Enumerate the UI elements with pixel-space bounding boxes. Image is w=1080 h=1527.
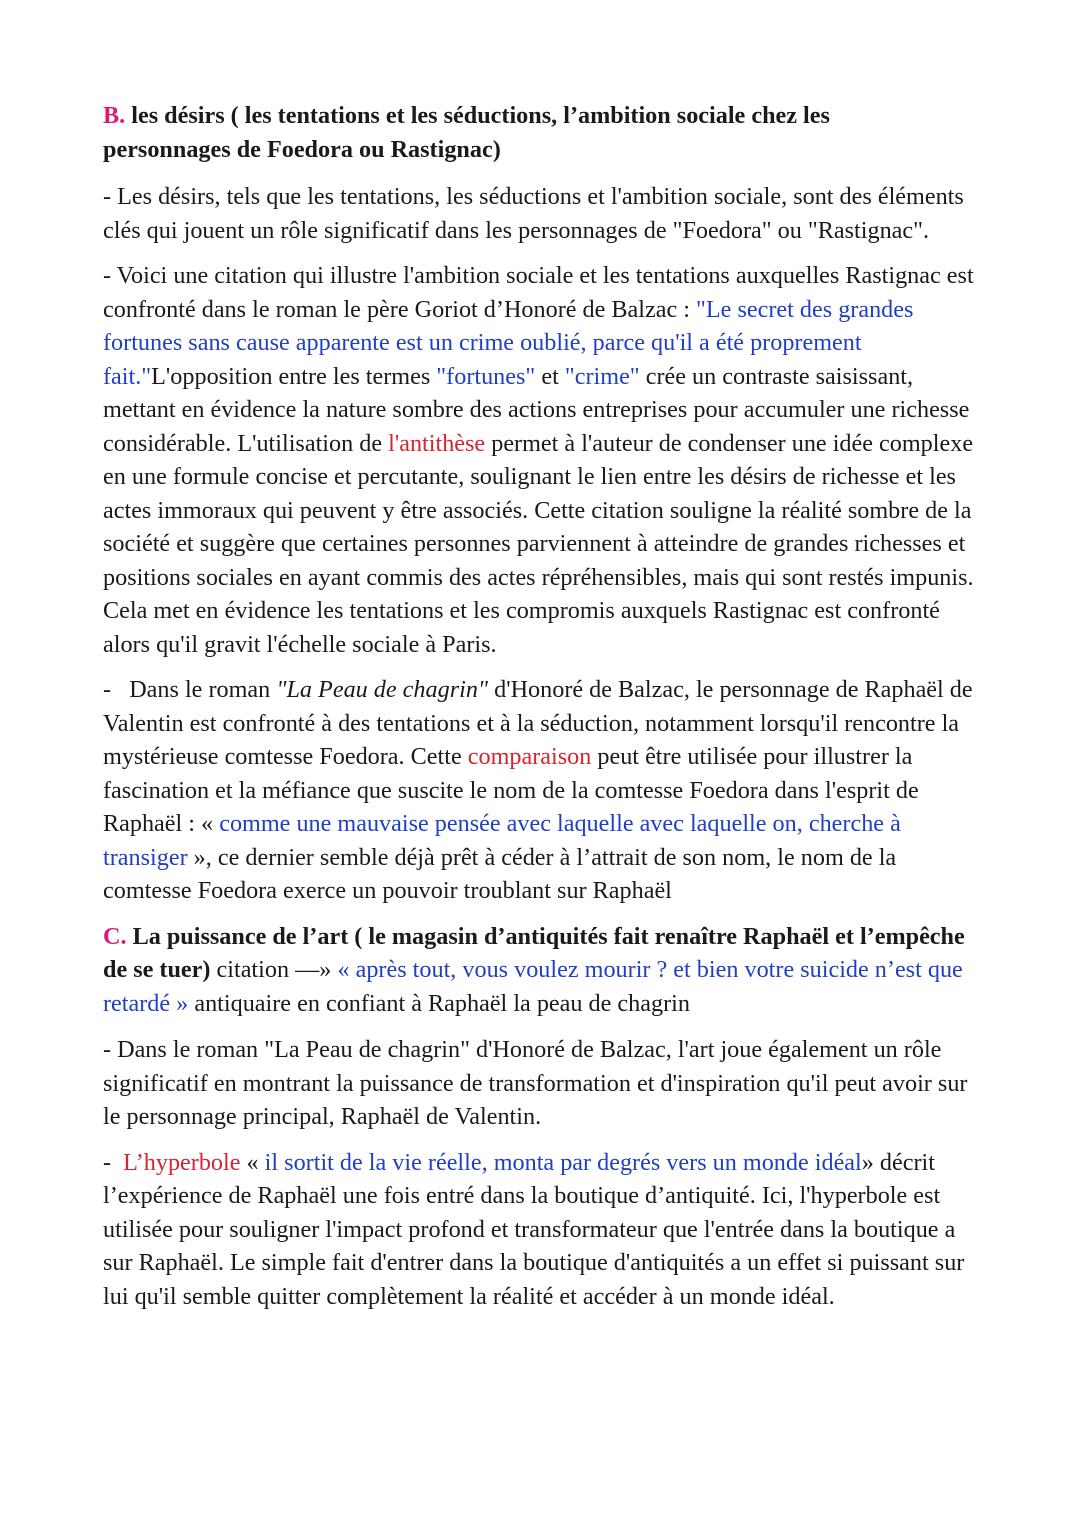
section-b-heading (103, 99, 980, 166)
section-c-arrow: —» (295, 956, 332, 983)
paragraph-art-role: - Dans le roman "La Peau de chagrin" d'Honoré de Balzac, l'art joue également un rôle significatif en montrant la puissance de transformation et d'inspiration qu'il peut avoir sur le personnage principal, Raphaël de Valentin. (103, 1036, 968, 1130)
term-fortunes: "fortunes" (436, 362, 536, 390)
section-c-title: La puissance de l’art ( le magasin d’antiquités fait renaître Raphaël et l’empêche de se tuer) (103, 922, 965, 983)
para2-intro: - Voici une citation qui illustre l'ambition sociale et les tentations auxquelles Rastignac est confronté dans le roman le père Goriot d’Honoré de Balzac : (103, 262, 974, 323)
antiquaire-quote: « après tout, vous voulez mourir ? et bien votre suicide n’est que retardé » (103, 956, 963, 1017)
para5-open: « (240, 1148, 265, 1176)
para2-mid2: et (535, 362, 565, 390)
paragraph-desires-intro: - Les désirs, tels que les tentations, les séductions et l'ambition sociale, sont des éléments clés qui jouent un rôle significatif dans les personnages de "Foedora" ou "Rastignac". (103, 183, 964, 244)
section-c-rest: antiquaire en confiant à Raphaël la peau de chagrin (188, 989, 690, 1017)
section-b-letter: B. (103, 102, 126, 129)
figure-antithese: l'antithèse (388, 429, 486, 457)
section-c-heading (103, 920, 980, 1021)
para3-lead: Dans le roman (129, 676, 277, 703)
hyperbole-quote: il sortit de la vie réelle, monta par degrés vers un monde idéal (264, 1148, 862, 1176)
paragraph-rastignac-quote (103, 259, 980, 661)
book-title: "La Peau de chagrin" (276, 676, 489, 703)
para2-mid1: L'opposition entre les termes (151, 362, 437, 390)
para5-dash: - (103, 1148, 118, 1176)
goriot-quote: "Le secret des grandes fortunes sans cause apparente est un crime oublié, parce qu'il a été proprement fait." (103, 295, 914, 390)
para2-mid3: crée un contraste saisissant, mettant en évidence la nature sombre des actions entreprises pour accumuler une richesse considérable. L'utilisation de (103, 362, 970, 457)
section-c-cite-label: citation (210, 956, 296, 983)
figure-comparaison: comparaison (467, 743, 592, 770)
paragraph-hyperbole (103, 1146, 980, 1314)
para2-rest: permet à l'auteur de condenser une idée complexe en une formule concise et percutante, soulignant le lien entre les désirs de richesse et les actes immoraux qui peuvent y être associés. Cette citation souligne la réalité sombre de la société et suggère que certaines personnes parviennent à atteindre de grandes richesses et positions sociales en ayant commis des actes répréhensibles, mais qui sont restés impunis. Cela met en évidence les tentations et les compromis auxquels Rastignac est confronté alors qu'il gravit l'échelle sociale à Paris. (103, 429, 974, 658)
foedora-quote: comme une mauvaise pensée avec laquelle avec laquelle on, cherche à transiger (103, 810, 901, 871)
paragraph-foedora-comparison (103, 673, 980, 908)
term-crime: "crime" (564, 362, 640, 390)
para5-rest: » décrit l’expérience de Raphaël une fois entré dans la boutique d’antiquité. Ici, l'hyperbole est utilisée pour souligner l'impact profond et transformateur que l'entrée dans la boutique a sur Raphaël. Le simple fait d'entrer dans la boutique d'antiquités a un effet si puissant sur lui qu'il semble quitter complètement la réalité et accéder à un monde idéal. (103, 1148, 965, 1310)
para3-rest: », ce dernier semble déjà prêt à céder à l’attrait de son nom, le nom de la comtesse Foedora exerce un pouvoir troublant sur Raphaël (103, 843, 897, 904)
para3-mid2: peut être utilisée pour illustrer la fascination et la méfiance que suscite le nom de la comtesse Foedora dans l'esprit de Raphaël : « (103, 743, 919, 837)
figure-hyperbole: L’hyperbole (123, 1148, 241, 1176)
para3-dash: - (103, 676, 118, 703)
section-c-letter: C. (103, 922, 127, 950)
section-b-title-line2: personnages de Foedora ou Rastignac) (103, 135, 501, 163)
para3-mid1: d'Honoré de Balzac, le personnage de Raphaël de Valentin est confronté à des tentations et à la séduction, notamment lorsqu'il rencontre la mystérieuse comtesse Foedora. Cette (103, 676, 973, 770)
section-b-title-line1: les désirs ( les tentations et les séductions, l’ambition sociale chez les (125, 102, 830, 129)
